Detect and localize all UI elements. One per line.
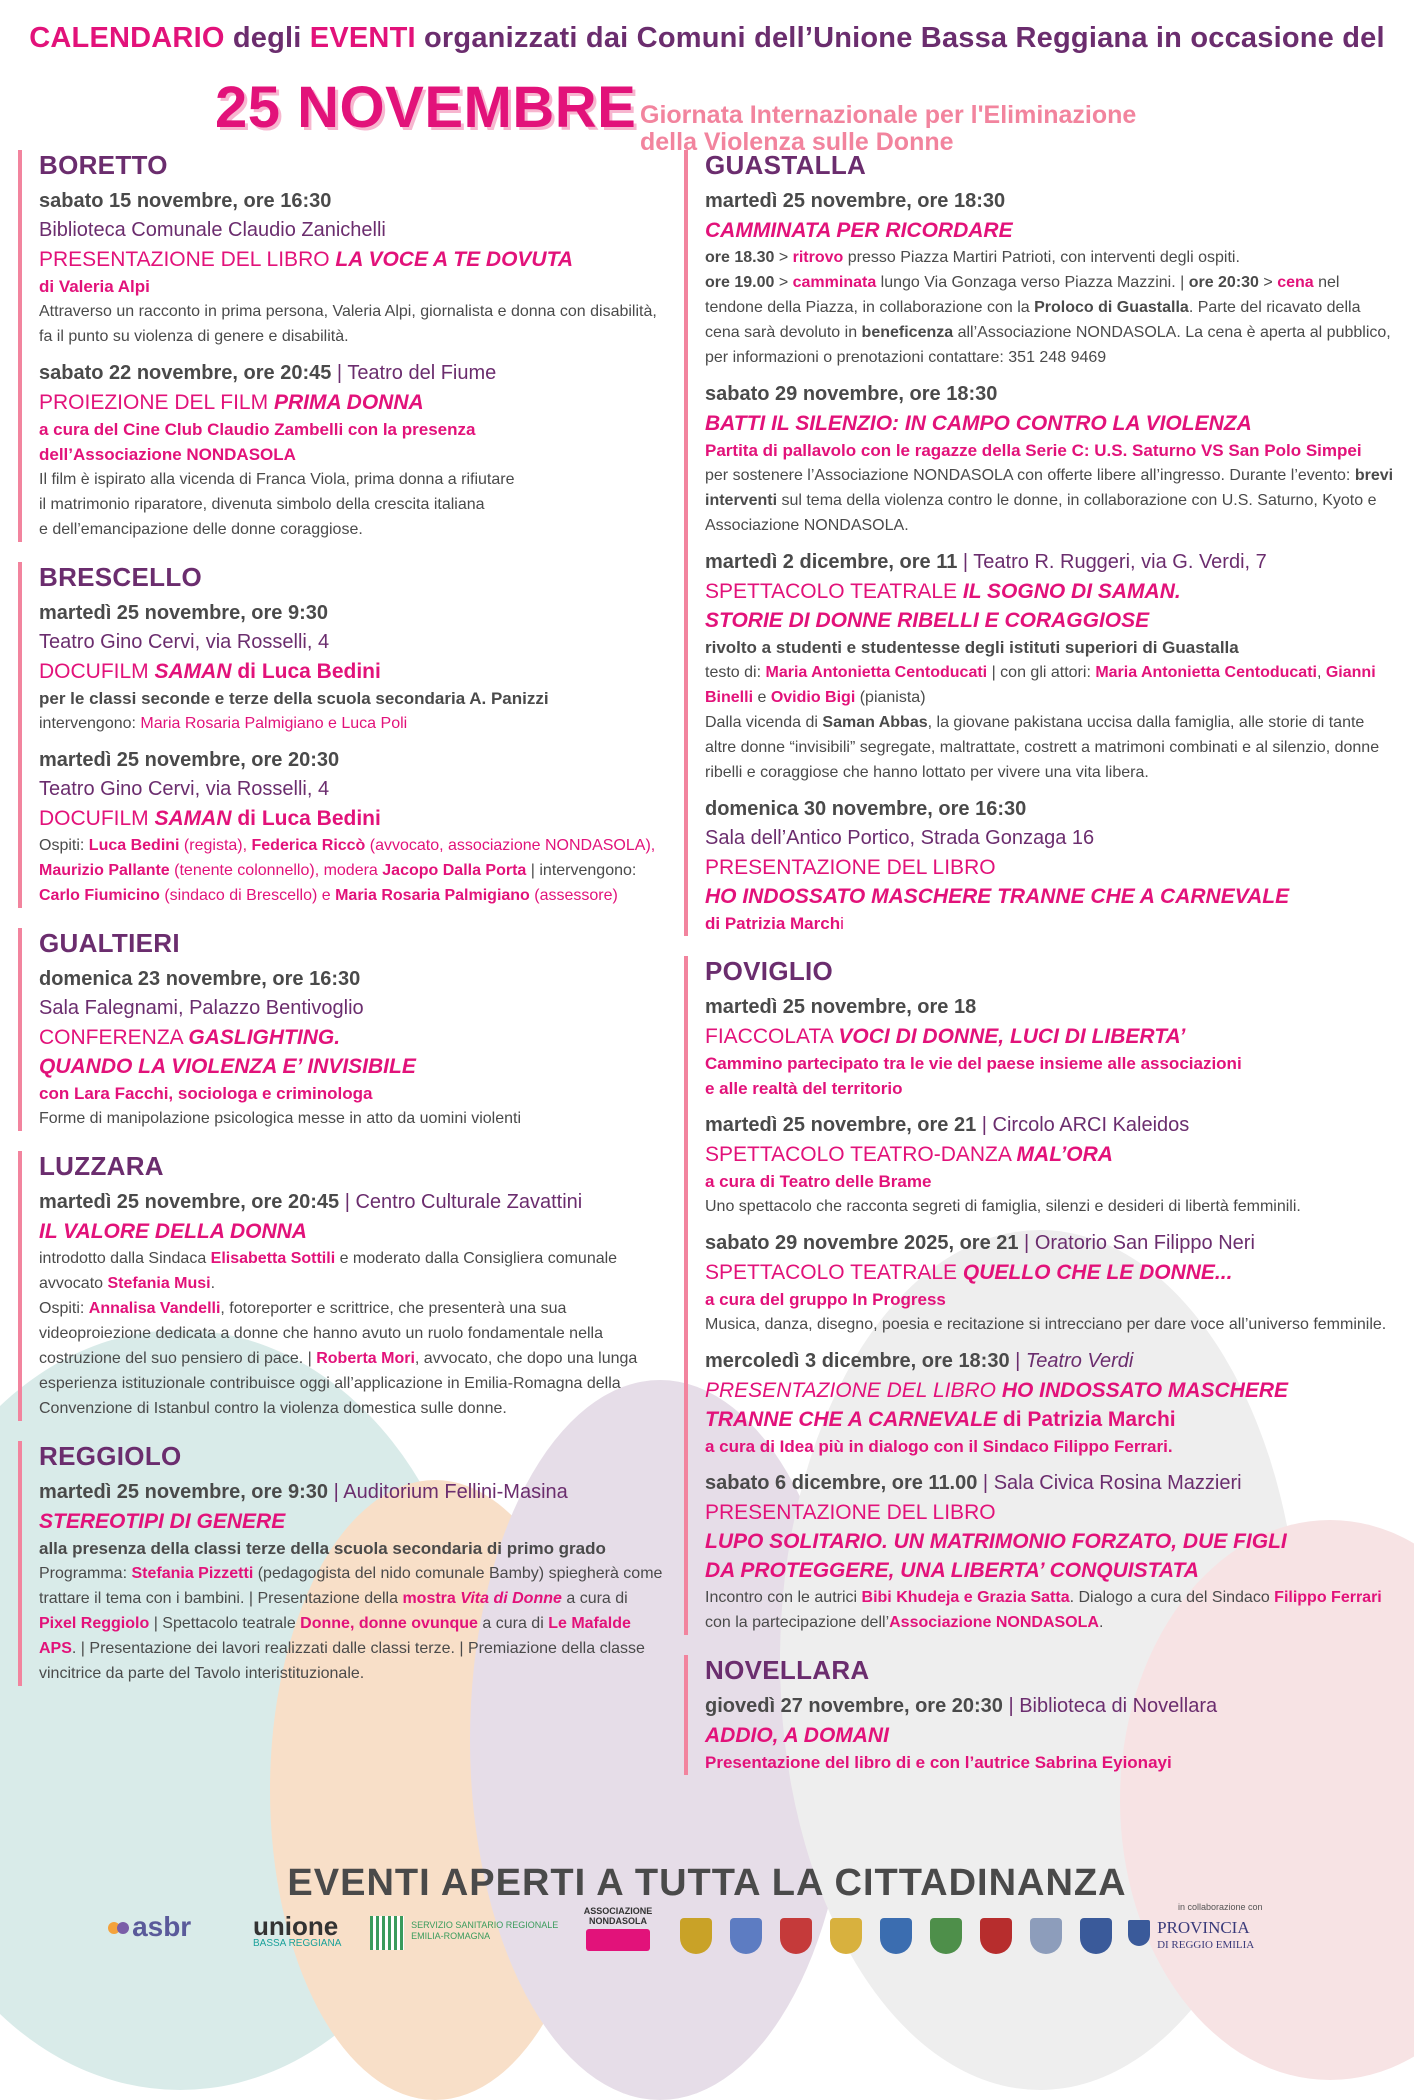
crest-icon	[680, 1918, 712, 1954]
event-description: Attraverso un racconto in prima persona, Valeria Alpi, giornalista e donna con disabilità, fa il punto su violenza di genere e disabilità.	[39, 303, 657, 345]
event-date: martedì 25 novembre, ore 20:30	[39, 749, 340, 771]
event-subtitle: per le classi seconde e terze della scuola secondaria A. Panizzi	[39, 689, 549, 708]
event-title: SPETTACOLO TEATRO-DANZA MAL’ORA	[705, 1143, 1113, 1166]
event-subtitle: alla presenza della classi terze della scuola secondaria di primo grado	[39, 1539, 606, 1558]
event-title: HO INDOSSATO MASCHERE TRANNE CHE A CARNEVALE	[705, 885, 1290, 908]
crest-icon	[730, 1918, 762, 1954]
event-description: Incontro con le autrici Bibi Khudeja e Grazia Satta. Dialogo a cura del Sindaco Filippo Ferrari con la partecipazione dell’Associazione NONDASOLA.	[705, 1589, 1382, 1631]
event-title: ADDIO, A DOMANI	[705, 1724, 889, 1747]
town-title: REGGIOLO	[39, 1441, 182, 1471]
event-title: SPETTACOLO TEATRALE IL SOGNO DI SAMAN.	[705, 580, 1181, 603]
header-eventi: EVENTI	[309, 22, 416, 54]
event	[705, 1111, 1394, 1219]
event-title: QUANDO LA VIOLENZA E’ INVISIBILE	[39, 1055, 416, 1078]
event-place: Biblioteca Comunale Claudio Zanichelli	[39, 219, 386, 241]
event-description: per sostenere l’Associazione NONDASOLA con offerte libere all’ingresso. Durante l’evento: brevi interventi sul tema della violenza contro le donne, in collaborazione con U.S. Saturno, Kyoto e Associazione NONDASOLA.	[705, 467, 1394, 534]
event-date: martedì 25 novembre, ore 20:45 | Centro Culturale Zavattini	[39, 1191, 583, 1213]
event-title: TRANNE CHE A CARNEVALE di Patrizia Marchi	[705, 1408, 1176, 1431]
header-text: degli	[224, 22, 310, 54]
event-title: PRESENTAZIONE DEL LIBRO	[705, 1501, 996, 1524]
event-title: STEREOTIPI DI GENERE	[39, 1510, 286, 1533]
event-subtitle: Presentazione del libro di e con l’autrice Sabrina Eyionayi	[705, 1753, 1172, 1772]
event	[39, 1478, 663, 1686]
header-subtitle	[640, 102, 1136, 156]
asbr-logo: asbr	[108, 1908, 198, 1968]
event-date: martedì 25 novembre, ore 9:30	[39, 602, 329, 624]
subtitle-line-2: della Violenza sulle Donne	[640, 128, 954, 156]
header	[0, 22, 1414, 156]
header-title-row	[215, 74, 1215, 154]
event-title: DOCUFILM SAMAN di Luca Bedini	[39, 807, 381, 830]
event-place: Teatro Gino Cervi, via Rosselli, 4	[39, 778, 330, 800]
event-date: martedì 2 dicembre, ore 11 | Teatro R. Ruggeri, via G. Verdi, 7	[705, 551, 1267, 573]
event-description: Uno spettacolo che racconta segreti di famiglia, silenzi e desideri di libertà femminili.	[705, 1198, 1301, 1215]
nondasola-logo: ASSOCIAZIONE NONDASOLA	[578, 1908, 658, 1968]
event-description: il matrimonio riparatore, divenuta simbolo della crescita italiana	[39, 496, 485, 513]
event-title: PRESENTAZIONE DEL LIBRO HO INDOSSATO MASCHERE	[705, 1379, 1289, 1402]
event	[39, 359, 663, 542]
footer-title: EVENTI APERTI A TUTTA LA CITTADINANZA	[287, 1862, 1127, 1904]
event	[705, 187, 1394, 370]
town-guastalla	[684, 150, 1394, 936]
event-description: intervengono: Maria Rosaria Palmigiano e Luca Poli	[39, 715, 408, 732]
event-description: introdotto dalla Sindaca Elisabetta Sottili e moderato dalla Consigliera comunale avvocato Stefania Musi. Ospiti: Annalisa Vandelli, fotoreporter e scrittrice, che presenterà una sua videoproiezione dedicata a donne che hanno avuto un ruolo fondamentale nella costruzione del suo pensiero di pace. | Roberta Mori, avvocato, che dopo una lunga esperienza istituzionale contribuisce oggi all’applicazione in Emilia-Romagna della Convenzione di Istanbul contro la violenza domestica sulle donne.	[39, 1250, 638, 1417]
event-subtitle: Partita di pallavolo con le ragazze della Serie C: U.S. Saturno VS San Polo Simpei	[705, 441, 1362, 460]
subtitle-line-1: Giornata Internazionale per l'Eliminazione	[640, 101, 1137, 129]
event-description: Forme di manipolazione psicologica messe in atto da uomini violenti	[39, 1110, 522, 1127]
event-date: domenica 23 novembre, ore 16:30	[39, 968, 361, 990]
collab-label: in collaborazione con	[1178, 1902, 1263, 1912]
header-text-rest: organizzati dai Comuni dell’Unione Bassa Reggiana in occasione del	[415, 22, 1385, 54]
event	[705, 548, 1394, 785]
event-place: Teatro Gino Cervi, via Rosselli, 4	[39, 631, 330, 653]
logo-strip	[108, 1902, 1308, 1978]
crest-icon	[1080, 1918, 1112, 1954]
town-gualtieri	[18, 928, 663, 1131]
town-poviglio	[684, 956, 1394, 1635]
event-subtitle: e alle realtà del territorio	[705, 1079, 903, 1098]
town-title: GUASTALLA	[705, 150, 867, 180]
crest-icon	[830, 1918, 862, 1954]
unione-logo: unione BASSA REGGIANA	[253, 1911, 342, 1949]
event	[705, 795, 1394, 936]
town-title: NOVELLARA	[705, 1655, 870, 1685]
event-subtitle: di Patrizia Marchi	[705, 914, 844, 933]
event	[39, 187, 663, 349]
town-brescello	[18, 562, 663, 908]
event-subtitle: dell’Associazione NONDASOLA	[39, 445, 296, 464]
event	[705, 1692, 1394, 1775]
right-column	[684, 150, 1394, 1795]
big-date: 25 NOVEMBRE	[215, 75, 637, 140]
ssr-logo: SERVIZIO SANITARIO REGIONALE EMILIA-ROMAGNA	[370, 1908, 580, 1968]
event-subtitle: rivolto a studenti e studentesse degli istituti superiori di Guastalla	[705, 638, 1239, 657]
town-title: BRESCELLO	[39, 562, 203, 592]
event	[39, 746, 663, 908]
event-title: IL VALORE DELLA DONNA	[39, 1220, 307, 1243]
crest-icon	[1030, 1918, 1062, 1954]
crest-icon	[930, 1918, 962, 1954]
event-subtitle: a cura del gruppo In Progress	[705, 1290, 946, 1309]
event-place: Sala dell’Antico Portico, Strada Gonzaga 16	[705, 827, 1095, 849]
event	[705, 1469, 1394, 1635]
town-title: BORETTO	[39, 150, 168, 180]
event-date: mercoledì 3 dicembre, ore 18:30 | Teatro Verdi	[705, 1350, 1134, 1372]
event-subtitle: di Valeria Alpi	[39, 277, 150, 296]
event-title: PRESENTAZIONE DEL LIBRO	[705, 856, 996, 879]
left-column	[18, 150, 663, 1706]
town-reggiolo	[18, 1441, 663, 1686]
event-date: sabato 29 novembre 2025, ore 21 | Oratorio San Filippo Neri	[705, 1232, 1255, 1254]
event-title: DA PROTEGGERE, UNA LIBERTA’ CONQUISTATA	[705, 1559, 1199, 1582]
event	[39, 965, 663, 1131]
event-date: martedì 25 novembre, ore 9:30 | Auditorium Fellini-Masina	[39, 1481, 568, 1503]
header-calendario: CALENDARIO	[29, 22, 225, 54]
provincia-crest-icon	[1128, 1920, 1150, 1946]
event-description: Ospiti: Luca Bedini (regista), Federica Riccò (avvocato, associazione NONDASOLA), Maurizio Pallante (tenente colonnello), modera Jacopo Dalla Porta | intervengono: Carlo Fiumicino (sindaco di Brescello) e Maria Rosaria Palmigiano (assessore)	[39, 837, 656, 904]
event-subtitle: a cura di Idea più in dialogo con il Sindaco Filippo Ferrari.	[705, 1437, 1173, 1456]
event-subtitle: a cura del Cine Club Claudio Zambelli con la presenza	[39, 420, 476, 439]
town-title: GUALTIERI	[39, 928, 180, 958]
event	[705, 380, 1394, 538]
town-luzzara	[18, 1151, 663, 1421]
event	[705, 1347, 1394, 1459]
event-title: PRESENTAZIONE DEL LIBRO LA VOCE A TE DOVUTA	[39, 248, 574, 271]
event-title: SPETTACOLO TEATRALE QUELLO CHE LE DONNE...	[705, 1261, 1233, 1284]
event-description: testo di: Maria Antonietta Centoducati | con gli attori: Maria Antonietta Centoducati, Gianni Binelli e Ovidio Bigi (pianista) Dalla vicenda di Saman Abbas, la giovane pakistana uccisa dalla famiglia, alle storie di tante altre donne “invisibili” segregate, maltrattate, costrett a matrimoni combinati e al silenzio, donne ribelli e coraggiose che hanno lottato per vivere una vita libera.	[705, 664, 1380, 781]
event	[705, 993, 1394, 1101]
header-line	[0, 22, 1414, 55]
event-title: DOCUFILM SAMAN di Luca Bedini	[39, 660, 381, 683]
asbr-dots-icon	[117, 1922, 129, 1934]
event-subtitle: Cammino partecipato tra le vie del paese insieme alle associazioni	[705, 1054, 1242, 1073]
event-title: LUPO SOLITARIO. UN MATRIMONIO FORZATO, DUE FIGLI	[705, 1530, 1287, 1553]
event-title: PROIEZIONE DEL FILM PRIMA DONNA	[39, 391, 424, 414]
event-date: martedì 25 novembre, ore 18	[705, 996, 977, 1018]
event-date: sabato 15 novembre, ore 16:30	[39, 190, 332, 212]
event-description: ore 18.30 > ritrovo presso Piazza Martiri Patrioti, con interventi degli ospiti. ore 19.00 > camminata lungo Via Gonzaga verso Piazza Mazzini. | ore 20:30 > cena nel tendone della Piazza, in collaborazione con la Proloco di Guastalla. Parte del ricavato della cena sarà devoluto in beneficenza all’Associazione NONDASOLA. La cena è aperta al pubblico, per informazioni o prenotazioni contattare: 351 248 9469	[705, 249, 1391, 366]
event	[39, 1188, 663, 1421]
town-boretto	[18, 150, 663, 542]
event-description: Programma: Stefania Pizzetti (pedagogista del nido comunale Bamby) spiegherà come trattare il tema con i bambini. | Presentazione della mostra Vita di Donne a cura di Pixel Reggiolo | Spettacolo teatrale Donne, donne ovunque a cura di Le Mafalde APS. | Presentazione dei lavori realizzati dalle classi terze. | Premiazione della classe vincitrice da parte del Tavolo interistituzionale.	[39, 1565, 663, 1682]
event-date: martedì 25 novembre, ore 21 | Circolo ARCI Kaleidos	[705, 1114, 1190, 1136]
event-date: giovedì 27 novembre, ore 20:30 | Biblioteca di Novellara	[705, 1695, 1218, 1717]
event-date: sabato 22 novembre, ore 20:45 | Teatro del Fiume	[39, 362, 497, 384]
ssr-grid-icon	[370, 1916, 404, 1950]
event	[705, 1229, 1394, 1337]
event-description: e dell’emancipazione delle donne coraggiose.	[39, 521, 363, 538]
event-title: CONFERENZA GASLIGHTING.	[39, 1026, 341, 1049]
event	[39, 599, 663, 736]
event-description: Il film è ispirato alla vicenda di Franca Viola, prima donna a rifiutare	[39, 471, 515, 488]
event-date: domenica 30 novembre, ore 16:30	[705, 798, 1027, 820]
event-title: STORIE DI DONNE RIBELLI E CORAGGIOSE	[705, 609, 1150, 632]
town-title: LUZZARA	[39, 1151, 164, 1181]
provincia-logo: PROVINCIA DI REGGIO EMILIA	[1128, 1920, 1278, 1980]
event-date: martedì 25 novembre, ore 18:30	[705, 190, 1006, 212]
event-place: Sala Falegnami, Palazzo Bentivoglio	[39, 997, 364, 1019]
event-description: Musica, danza, disegno, poesia e recitazione si intrecciano per dare voce all’universo femminile.	[705, 1316, 1387, 1333]
event-date: sabato 6 dicembre, ore 11.00 | Sala Civica Rosina Mazzieri	[705, 1472, 1242, 1494]
event-subtitle: a cura di Teatro delle Brame	[705, 1172, 932, 1191]
crest-icon	[780, 1918, 812, 1954]
town-title: POVIGLIO	[705, 956, 834, 986]
town-novellara	[684, 1655, 1394, 1775]
event-title: BATTI IL SILENZIO: IN CAMPO CONTRO LA VIOLENZA	[705, 412, 1252, 435]
crest-icon	[880, 1918, 912, 1954]
event-subtitle: con Lara Facchi, sociologa e criminologa	[39, 1084, 373, 1103]
event-title: FIACCOLATA VOCI DI DONNE, LUCI DI LIBERTA’	[705, 1025, 1186, 1048]
crest-icon	[980, 1918, 1012, 1954]
event-date: sabato 29 novembre, ore 18:30	[705, 383, 998, 405]
event-title: CAMMINATA PER RICORDARE	[705, 219, 1013, 242]
